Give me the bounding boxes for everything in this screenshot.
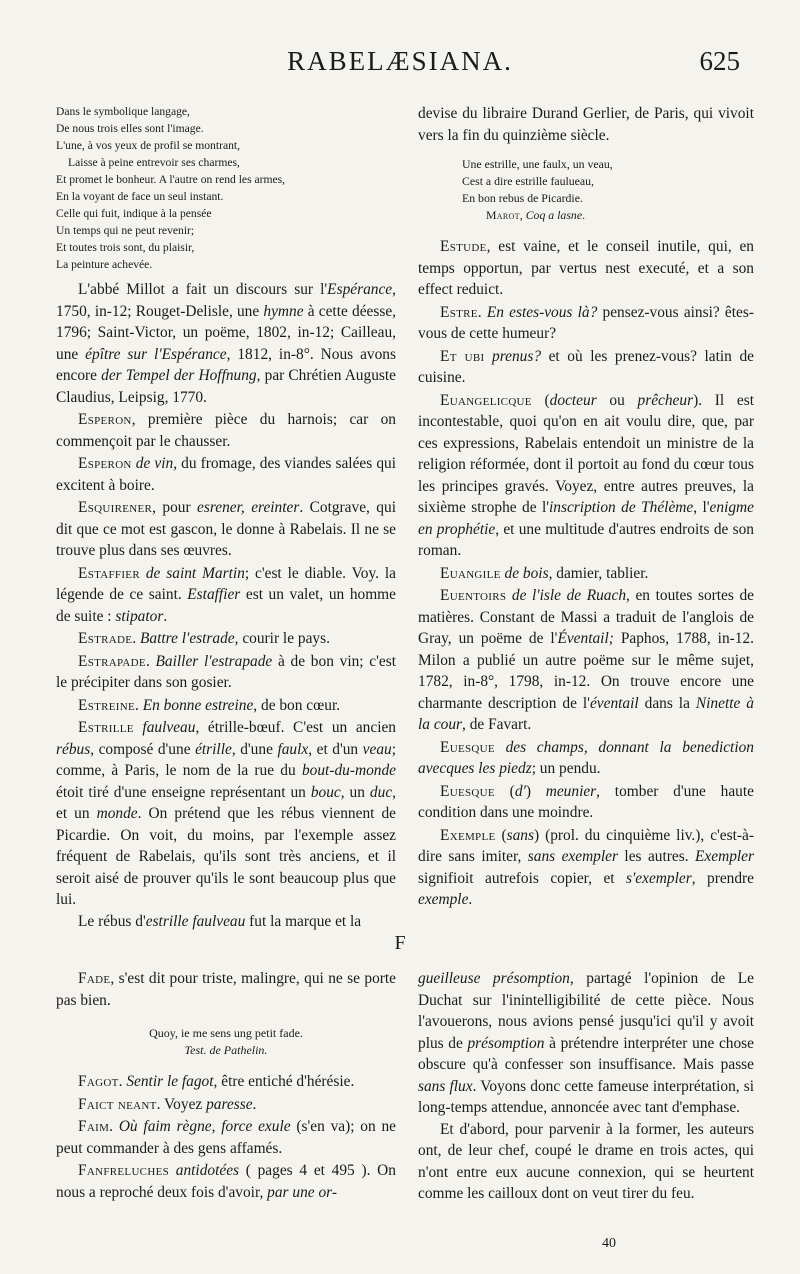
quotation xyxy=(56,1025,396,1059)
verse-line: Et toutes trois sont, du plaisir, xyxy=(56,241,195,254)
poem-verse xyxy=(56,103,396,273)
entry-euesque-meunier: Euesque (d') meunier, tomber d'une haute condition dans une moindre. xyxy=(418,782,754,821)
left-column-bottom xyxy=(56,968,396,1203)
paragraph-esperance: L'abbé Millot a fait un discours sur l'Espérance, 1750, in-12; Rouget-Delisle, une hymne à cette déesse, 1796; Saint-Victor, un poëme, 1802, in-12; Cailleau, une épître sur l'Espérance, 1812, in-8°. Nous avons encore der Tempel der Hoffnung, par Chrétien Auguste Claudius, Leipsig, 1770. xyxy=(56,281,397,406)
signature-mark: 40 xyxy=(602,1236,616,1251)
entry-estude: Estude, est vaine, et le conseil inutile, qui, en temps opportun, par vertus nest executé, et a son effect reduict. xyxy=(418,238,754,298)
entry-estrille: Estrille faulveau, étrille-bœuf. C'est un ancien rébus, composé d'une étrille, d'une faulx, et d'un veau; comme, à Paris, le nom de la rue du bout-du-monde étoit tiré d'une enseigne représentant un bouc, un duc, et un monde. On prétend que les rébus viennent de Picardie. On voit, du moins, par l'exemple assez fréquent de Rabelais, qu'ils sont très anciens, et il seroit aisé de prouver qu'ils le sont beaucoup plus que lui. xyxy=(56,719,397,908)
verse-line: Un temps qui ne peut revenir; xyxy=(56,224,195,237)
entry-exemple: Exemple (sans) (prol. du cinquième liv.), c'est-à-dire sans imiter, sans exempler les autres. Exempler signifioit autrefois copier, et s'exempler, prendre exemple. xyxy=(418,826,754,908)
verse-line: En bon rebus de Picardie. xyxy=(462,191,583,205)
verse-attribution: Marot, Coq a lasne. xyxy=(486,208,586,222)
poem-verse-marot xyxy=(462,156,754,224)
entry-estrade: Estrade. Battre l'estrade, courir le pays. xyxy=(78,630,330,647)
entry-fanfreluches: Fanfreluches antidotées ( pages 4 et 495 ). On nous a reproché deux fois d'avoir, par une or- xyxy=(56,1162,396,1201)
right-column-bottom xyxy=(418,968,754,1205)
verse-line: Dans le symbolique langage, xyxy=(56,105,190,118)
verse-line: L'une, à vos yeux de profil se montrant, xyxy=(56,139,240,152)
page-number: 625 xyxy=(699,46,740,76)
quote-attribution: Test. de Pathelin. xyxy=(184,1043,268,1057)
verse-line: Laisse à peine entrevoir ses charmes, xyxy=(68,156,240,169)
right-column-top xyxy=(418,103,754,911)
paragraph-drame: Et d'abord, pour parvenir à la former, les auteurs ont, de leur chef, coupé le drame en trois actes, qui n'ont entre eux aucune connexion, qui se heurtent comme les cailloux dont on veut tirer du feu. xyxy=(418,1120,754,1202)
entry-et-ubi: Et ubi prenus? et où les prenez-vous? latin de cuisine. xyxy=(418,347,754,386)
running-head xyxy=(60,46,740,86)
verse-line: Et promet le bonheur. A l'autre on rend les armes, xyxy=(56,173,286,186)
entry-estreine: Estreine. En bonne estreine, de bon cœur. xyxy=(78,696,341,714)
verse-line: Une estrille, une faulx, un veau, xyxy=(462,157,613,171)
verse-line: Celle qui fuit, indique à la pensée xyxy=(56,207,212,220)
verse-line: De nous trois elles sont l'image. xyxy=(56,122,204,135)
entry-euangile: Euangile de bois, damier, tablier. xyxy=(440,564,649,582)
entry-euangelicque: Euangelicque (docteur ou prêcheur). Il est incontestable, quoi qu'on en ait voulu dire, que, par ces expressions, Rabelais entendoit un ministre de la religion réformée, dont il portoit au fond du cœur tous les principes gravés. Voyez, entre autres preuves, la sixième strophe de l'inscription de Thélème, l'enigme en prophétie, et une multitude d'autres endroits de son roman. xyxy=(418,391,754,559)
left-column-top xyxy=(56,103,396,932)
paragraph-devise: devise du libraire Durand Gerlier, de Paris, qui vivoit vers la fin du quinzième siècle. xyxy=(418,105,754,144)
running-title: RABELÆSIANA. xyxy=(287,46,513,76)
entry-esperon: Esperon, première pièce du harnois; car on commençoit par le chausser. xyxy=(56,411,396,450)
entry-estrapade: Estrapade. Bailler l'estrapade à de bon vin; c'est le précipiter dans son gosier. xyxy=(56,652,396,691)
entry-euentoirs: Euentoirs de l'isle de Ruach, en toutes sortes de matières. Constant de Massi a traduit de l'anglois de Gray, un poëme de l'Éventail; Paphos, 1788, in-12. Milon a publié un autre poëme sur le même sujet, 1782, in-8°, 1798, in-12. On trouve encore une charmante description de l'éventail dans la Ninette à la cour, de Favart. xyxy=(418,587,755,733)
section-letter: F xyxy=(394,932,406,954)
paragraph-presomption: gueilleuse présomption, partagé l'opinion de Le Duchat sur l'inintelligibilité de cette pièce. Nous l'avouerons, nous avions pensé jusqu'ici qu'il y avoit plus de présomption à prétendre interpréter une chose obscure qu'à confesser son insuffisance. Mais passe sans flux. Voyons donc cette fameuse interprétation, si long-temps attendue, annoncée avec tant d'emphase. xyxy=(418,970,755,1116)
entry-fagot: Fagot. Sentir le fagot, être entiché d'hérésie. xyxy=(78,1073,355,1090)
entry-faim: Faim. Où faim règne, force exule (s'en va); on ne peut commander à des gens affamés. xyxy=(56,1118,397,1157)
quote-line: Quoy, ie me sens ung petit fade. xyxy=(149,1026,303,1040)
entry-esperon-de-vin: Esperon de vin, du fromage, des viandes salées qui excitent à boire. xyxy=(56,455,396,494)
verse-line: La peinture achevée. xyxy=(56,258,153,271)
entry-fade: Fade, s'est dit pour triste, malingre, qui ne se porte pas bien. xyxy=(56,970,396,1009)
paragraph-rebus: Le rébus d'estrille faulveau fut la marque et la xyxy=(78,912,362,930)
verse-line: Cest a dire estrille faulueau, xyxy=(462,174,595,188)
verse-line: En la voyant de face un seul instant. xyxy=(56,190,224,203)
entry-faict-neant: Faict neant. Voyez paresse. xyxy=(78,1095,257,1113)
entry-esquirener: Esquirener, pour esrener, ereinter. Cotgrave, qui dit que ce mot est gascon, le donne à Rabelais. Il ne se trouve plus dans ses œuvres. xyxy=(56,499,396,559)
entry-estre: Estre. En estes-vous là? pensez-vous ainsi? êtes-vous de cette humeur? xyxy=(418,303,754,342)
entry-euesque: Euesque des champs, donnant la benediction avecques les piedz; un pendu. xyxy=(418,738,754,777)
entry-estaffier: Estaffier de saint Martin; c'est le diable. Voy. la légende de ce saint. Estaffier est un valet, un homme de suite : stipator. xyxy=(56,564,396,625)
